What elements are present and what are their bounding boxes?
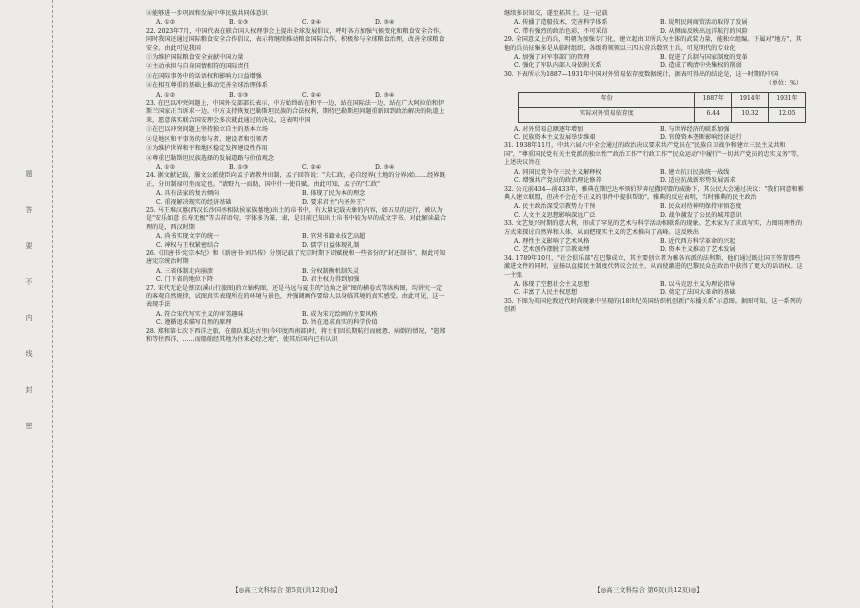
answer-option: D. 旨在追求真实的科学价值 — [302, 319, 378, 327]
answer-option: D. 从侧面反映出远洋航行的风险 — [660, 27, 748, 35]
answer-option: D. 要求君主"内圣外王" — [302, 198, 365, 206]
answer-option: A. 尚书实现文字的统一 — [156, 233, 220, 241]
answer-option: A. ①② — [156, 163, 176, 171]
answer-option: C. ②④ — [302, 19, 322, 27]
answer-options — [146, 319, 448, 327]
answer-option: B. 官营书籍业技艺高超 — [302, 233, 366, 241]
answer-option: D. 奠定了法国大革命的基础 — [660, 289, 736, 297]
answer-option: B. 民众对待神明保持审慎态度 — [660, 203, 742, 211]
question-text: 24. 据文献记载，滕文公派使臣向孟子请教井田制，孟子回答说："夫仁政，必自经界(土地的分界)始……经界既正，分田制禄可坐而定也。"请野九一而助，国中什一使自赋。由此可知，孟子的"仁政" — [146, 172, 446, 188]
question-text: ③为维护世界和平和地区稳定发挥建设性作用 — [146, 145, 268, 153]
margin-label: 要 — [25, 242, 33, 251]
question-text: 30. 下表所示为1887—1931年中国对外贸易依存度数据统计，据表可得出的结论是，这一时期的中国 — [504, 70, 779, 78]
margin-label: 密 — [25, 422, 33, 431]
table-row-label: 实际对外贸易依存度 — [519, 107, 695, 122]
answer-option: A. 民主政治深受宗教势力干预 — [514, 203, 596, 211]
answer-option: C. ②④ — [302, 163, 322, 171]
question-text: 25. 马王堆汉墓(西汉长沙国丞相轪侯家族墓地)出土的帛书中，有大量记载天象的内容，如五星的运行，被认为是"安乐如意 长寿无极"等吉祥语句。字体多为篆、隶，是目前已知出土帛书中较为早的成文字书。对此解读最合理的是，西汉时期 — [146, 206, 447, 231]
question-text: ④尊重巴勒斯坦民族选择的发展道路与价值观念 — [146, 154, 274, 162]
margin-label: 封 — [25, 386, 33, 395]
margin-label: 不 — [25, 278, 33, 287]
right-column — [504, 10, 806, 316]
answer-options — [146, 242, 448, 250]
question-text: 28. 郑和第七次下西洋之旅，在船队抵达古里(今印度西南部)时，将士们因长期航行而疲惫、病倒的情况，"遣郑和等往西洋，……而船舶经其地为往来必经之地"，使其后国内已有认识 — [146, 327, 446, 344]
answer-option: C. 遵循追求描写自然的原理 — [156, 319, 232, 327]
question-text: ①为维护国际粮食安全贡献中国力量 — [146, 54, 244, 62]
question-text: 34. 1789年10月，"社会俱乐部"在巴黎成立，其主要创立者为雅各宾派的法利斯，他们通过既让国王签署那些激进文件的同时，宣扬以直接民主制度代替议会民主，从而使激进的巴黎民众在政治中获得了更大的话语权。这一主张 — [504, 254, 803, 279]
answer-option: B. 近代西方科学革命的兴起 — [660, 237, 736, 245]
table-year: 1931年 — [768, 92, 805, 107]
question-text: 继续多识知交，遂至拓其土。这一记载 — [504, 10, 608, 17]
answer-options — [146, 233, 448, 241]
table-year: 1914年 — [732, 92, 769, 107]
question-text: ②是地区和平事务的参与者、建设者和引领者 — [146, 135, 268, 143]
answer-options — [504, 289, 806, 297]
answer-options — [504, 246, 806, 254]
answer-option: C. 民族资本主义发展举步维艰 — [514, 134, 596, 142]
question-text: 23. 在巴以冲突问题上，中国外交部部长表示，中方始终站在和平一边，站在国际法一边，站在广大阿拉伯和伊斯兰国家正当诉求一边。中方支持恢复巴勒斯坦民族的合法权利，期待巴勒斯坦问题重新回到政治解决的轨道上来，愿意落实联合国安理会多次就此通过的决议。这表明中国 — [146, 100, 445, 124]
answer-option: C. 带有强烈的政治色彩，不可采信 — [514, 27, 608, 35]
answer-options — [504, 212, 806, 220]
answer-option: D. 适应抗战新形势发展需求 — [660, 177, 736, 185]
answer-option: C. 神权与王权紧密结合 — [156, 241, 220, 249]
answer-options — [146, 199, 448, 207]
question-text: ④能够进一步巩固和发展中华民族共同体意识 — [146, 10, 268, 17]
answer-options — [504, 203, 806, 211]
answer-option: C. 人文主义思想影响深远广泛 — [514, 211, 596, 219]
answer-option: B. 以马克思主义为理论指导 — [660, 280, 736, 288]
answer-options — [504, 62, 806, 70]
question-text: 31. 1938年11月，中共六届六中全会通过的政治决议要求共产党员在"民族自卫战争和建立三民主义共和国"，"尊重国民党有关主党派的独立性""政治工作""行政工作""民众运动"中履行"一切共产党员的忠实义务"等，上述决议旨在 — [504, 142, 803, 167]
answer-option: D. ③④ — [375, 163, 395, 171]
answer-option: C. ②④ — [302, 91, 322, 99]
answer-option: D. 资本主义推动了艺术发展 — [660, 246, 736, 254]
answer-option: A. 三省体制走向崩溃 — [156, 267, 214, 275]
answer-option: D. 儒学日益体现礼制 — [302, 241, 360, 249]
margin-label: 线 — [25, 350, 33, 359]
answer-option: B. 建立抗日民族统一战线 — [660, 168, 730, 176]
answer-options — [504, 169, 806, 177]
answer-option: B. 说明民间商贸活动取得了发展 — [660, 19, 748, 27]
answer-option: A. ①② — [156, 19, 176, 27]
answer-option: A. 符合宋代写实主义的审美趣味 — [156, 310, 244, 318]
answer-options — [146, 276, 448, 284]
answer-options — [146, 19, 448, 27]
answer-options — [504, 126, 806, 134]
answer-option: B. 成为宋元绘画的主要风格 — [302, 310, 378, 318]
answer-option: C. 强化了军队内部人身依附关系 — [514, 62, 602, 70]
table-year: 1887年 — [695, 92, 732, 107]
answer-option: C. 重视解决现实的经济基础 — [156, 198, 232, 206]
answer-option: A. 体现了空想社会主义思想 — [514, 280, 590, 288]
question-text: 35. 下图为英国伦敦近代时尚现象中呈现的(18世纪英国纺织机创新)"东播关系"示意图。据图可知，这一系列的创新 — [504, 297, 802, 314]
answer-option: D. ③④ — [375, 19, 395, 27]
answer-option: C. 增强共产党员的政治理论修养 — [514, 177, 602, 185]
table-unit: （单位：%） — [765, 80, 802, 88]
answer-option: C. 艺术创作摆脱了宗教束缚 — [514, 246, 590, 254]
answer-option: A. 具有法家的复古倾向 — [156, 190, 220, 198]
question-text: ②主动承担与自身国情相符的国际责任 — [146, 63, 250, 71]
table-value: 12.05 — [768, 107, 805, 122]
answer-option: B. ①③ — [229, 91, 249, 99]
question-text: ④在相互尊重的基础上推动完善全球治理体系 — [146, 82, 268, 90]
question-text: 33. 文艺复兴时期的意大利，形成了罕见的艺术与科学活动相联系的现象。艺术家为了求真写实，力图用理性的方式来探讨自然界和人体，从而把现实主义的艺术推向了高峰。这反映出 — [504, 220, 803, 236]
question-text: 29. 全国意义上的兵，明朝为加强专门化，建立起由卫所兵为主体的武装力量，能独立组编。下属对"地方"，其他的兵员征集多是从临时组织，各级将领领以三四五营兵数官士兵，可见明代的专业化 — [504, 36, 802, 52]
answer-option: D. 君主权力得到加强 — [302, 276, 360, 284]
answer-options — [146, 92, 448, 100]
footer-left: 【◎高三文科综合 第5页(共12页)◎】 — [232, 586, 341, 594]
margin-label: 题 — [25, 170, 33, 179]
table-header-label: 年份 — [519, 92, 695, 107]
answer-option: C. 门下省的地位下降 — [156, 276, 214, 284]
question-text: 22. 2023年7月，中国代表在联合国人权理事会上提出全球发展倡议，呼吁各方加强气候变化和粮食安全合作。同时我国还通过国际粮食安全合作倡议，表示将继续推动粮食国际合作，积极参与全球粮食治理，改善全球粮食安全。由此可见我国 — [146, 27, 446, 52]
answer-options — [146, 190, 448, 198]
footer-right: 【◎高三文科综合 第6页(共12页)◎】 — [594, 586, 703, 594]
answer-option: A. 传播了造船技术，完善科学体系 — [514, 19, 608, 27]
answer-option: A. 理性主义影响了艺术风格 — [514, 237, 590, 245]
binding-margin — [0, 0, 53, 608]
question-text: ①在巴以冲突问题上坚持独立自主的基本立场 — [146, 126, 268, 134]
answer-options — [504, 28, 806, 36]
answer-option: C. 丰富了人民主权思想 — [514, 289, 578, 297]
question-text: 26.《旧唐书·宪宗本纪》和《新唐书·刘昌传》分别记载了宪宗时期下诏赋税和一些省份的"封还制书"，据此可知唐宪宗统治时期 — [146, 249, 446, 266]
answer-option: B. 分权制衡机制失灵 — [302, 267, 360, 275]
answer-option: A. 对外贸易总额逐年增加 — [514, 125, 584, 133]
answer-option: D. 造成了晚清中央集权的削弱 — [660, 62, 742, 70]
trade-dependency-table — [518, 92, 806, 123]
question-text: 32. 公元前434—前433年，雅典在斯巴达率领伯罗奔尼撒同盟的威胁下，其公民大会通过决议："我们同意和雅典人建立联盟，但决不会在不正义的事件中提供帮助"。雅典的反应表明，当时雅典的民主政治 — [504, 185, 804, 201]
trade-table-wrap — [504, 80, 806, 122]
answer-option: A. ①② — [156, 91, 176, 99]
question-text: ③在国际事务中的话语权和影响力日益增强 — [146, 72, 262, 80]
answer-option: B. 体现了民为本的理念 — [302, 190, 366, 198]
answer-option: A. 加强了对军事部门的管理 — [514, 54, 590, 62]
margin-label: 答 — [25, 206, 33, 215]
answer-options — [146, 311, 448, 319]
answer-option: B. ①③ — [229, 163, 249, 171]
answer-options — [504, 19, 806, 27]
answer-option: D. 战争激发了公民的城邦意识 — [660, 211, 742, 219]
table-value: 6.44 — [695, 107, 732, 122]
answer-options — [504, 177, 806, 185]
margin-label: 内 — [25, 314, 33, 323]
left-column — [146, 10, 448, 345]
answer-options — [146, 268, 448, 276]
answer-option: B. 与世界经济的联系加强 — [660, 125, 730, 133]
answer-option: D. 官僚资本垄断影响经济运行 — [660, 134, 742, 142]
answer-option: A. 同国民党争夺三民主义解释权 — [514, 168, 602, 176]
answer-option: B. 促进了兵制与国家制度的变革 — [660, 54, 748, 62]
answer-option: B. ①③ — [229, 19, 249, 27]
answer-option: D. ③④ — [375, 91, 395, 99]
question-text: 27. 宋代无论是蔡京(溪山行旅图)的立轴构图，还是马远与夏圭的"边角之景"图的横卷式等纵构图，均讲究一定的客观自然规律，试图真实表现所在的环境与景色，并强调画作要给人以身临其境的真实感受。由此可见，这一表现手法 — [146, 284, 445, 309]
table-value: 10.32 — [732, 107, 769, 122]
